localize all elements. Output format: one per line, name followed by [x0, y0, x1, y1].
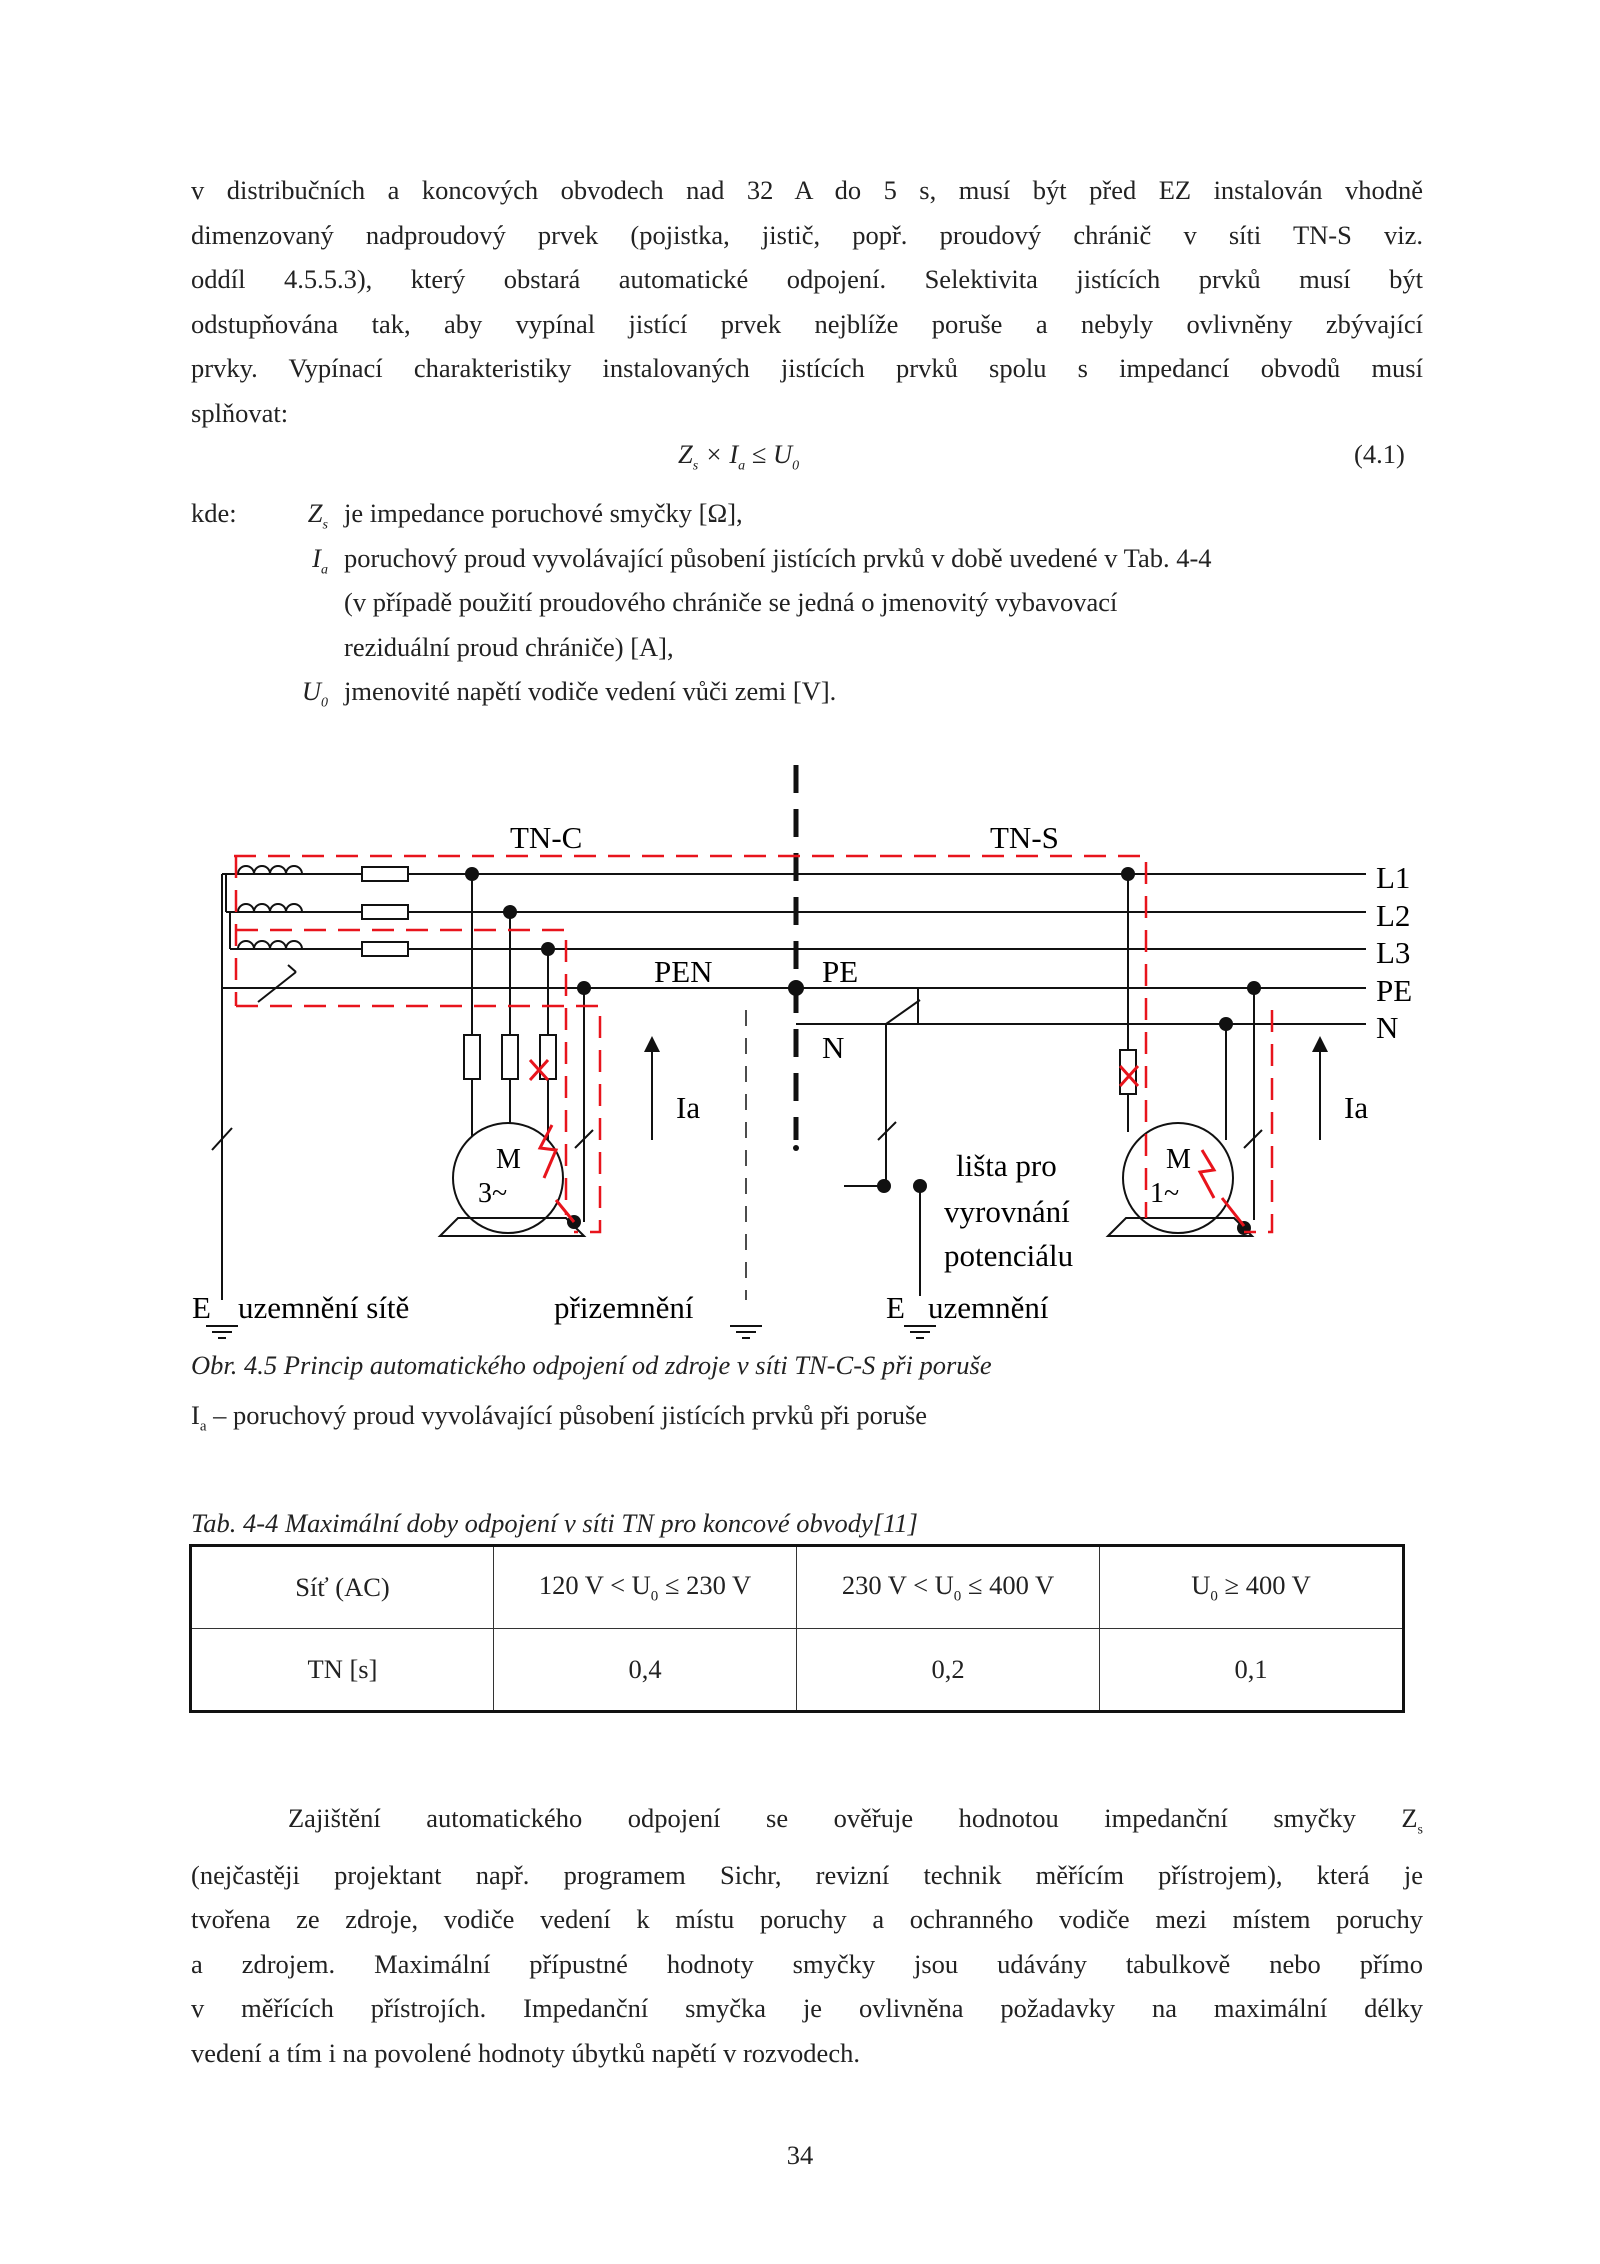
symbol-ia: $I_a$ — [312, 542, 328, 577]
text-line: prvky. Vypínací charakteristiky instalovaných jistících prvků spolu s impedancí obvodů musí — [191, 353, 1423, 383]
fuse-l2 — [362, 905, 408, 919]
label-pe-mid: PE — [822, 954, 859, 989]
text-line: dimenzovaný nadproudový prvek (pojistka, jistič, popř. proudový chránič v síti TN-S viz. — [191, 219, 1423, 250]
ground-left-e: E — [192, 1290, 211, 1325]
label-pen: PEN — [654, 954, 713, 989]
table-cell: 0,4 — [494, 1629, 797, 1712]
fuse-l3 — [362, 942, 408, 956]
formula-expression: $Z_s \times I_a \le U_0$ — [678, 439, 800, 474]
header-cell: 230 $V < U_0 \le 400$ V — [797, 1546, 1100, 1629]
ground-symbols — [206, 1326, 936, 1338]
ground-left-label: uzemnění sítě — [238, 1290, 410, 1325]
motor1-type-label: 1~ — [1150, 1178, 1180, 1209]
text-line: splňovat: — [191, 397, 289, 428]
motor3-m-label: M — [496, 1144, 521, 1175]
table-row — [191, 1629, 1404, 1712]
definition-text: jmenovité napětí vodiče vedení vůči zemi [V]. — [344, 676, 837, 706]
label-l3: L3 — [1376, 935, 1411, 970]
label-n: N — [1376, 1010, 1399, 1045]
symbol-u0: $U_0$ — [301, 676, 328, 711]
ground-mid-label: přizemnění — [554, 1290, 694, 1325]
ia-left-label: Ia — [676, 1090, 701, 1125]
coil-l3 — [238, 941, 302, 949]
text-line: tvořena ze zdroje, vodiče vedení k místu poruchy a ochranného vodiče mezi místem poruchy — [191, 1904, 1423, 1935]
page-number: 34 — [786, 2140, 814, 2170]
ia-arrows — [652, 1044, 1320, 1140]
table-header-row — [191, 1546, 1404, 1629]
motor-1-phase — [1108, 1123, 1252, 1236]
symbol-zs: $Z_s$ — [307, 498, 328, 533]
label-tn-c: TN-C — [510, 820, 583, 855]
bar-label-1: lišta pro — [956, 1148, 1057, 1183]
definition-text: reziduální proud chrániče) [A], — [344, 631, 674, 662]
motor3-fuse-2 — [502, 1035, 518, 1079]
text-line: oddíl 4.5.5.3), který obstará automatické odpojení. Selektivita jistících prvků musí být — [191, 264, 1423, 294]
disconnect-times-table — [189, 1544, 1405, 1713]
figure-note — [191, 1400, 927, 1435]
text-line: odstupňována tak, aby vypínal jistící prvek nejblíže poruše a nebyly ovlivněny zbývající — [191, 308, 1423, 339]
definition-text: (v případě použití proudového chrániče se jedná o jmenovitý vybavovací — [344, 587, 1118, 617]
kde-label: kde: — [191, 498, 237, 528]
text-line: a zdrojem. Maximální přípustné hodnoty smyčky jsou udávány tabulkově nebo přímo — [191, 1948, 1423, 1979]
table-cell: 0,1 — [1100, 1629, 1404, 1712]
label-pe: PE — [1376, 973, 1413, 1008]
table-cell: 0,2 — [797, 1629, 1100, 1712]
motor1-m-label: M — [1166, 1144, 1191, 1175]
text-line: (nejčastěji projektant např. programem Sichr, revizní technik měřícím přístrojem), která je — [191, 1859, 1423, 1890]
tn-s-conductors — [844, 874, 1262, 1296]
table-caption: Tab. 4-4 Maximální doby odpojení v síti TN pro koncové obvody[11] — [191, 1508, 918, 1538]
header-cell: $U_0 \ge 400$ V — [1100, 1546, 1404, 1629]
coil-l2 — [238, 904, 302, 912]
closing-paragraph — [191, 1796, 1423, 2075]
motor3-fuse-1 — [464, 1035, 480, 1079]
text-line: v distribučních a koncových obvodech nad 32 A do 5 s, musí být před EZ instalován vhodně — [191, 175, 1423, 205]
text-line: Zajištění automatického odpojení se ověřuje hodnotou impedanční smyčky $Z_s$ — [288, 1803, 1423, 1838]
figure-caption: Obr. 4.5 Princip automatického odpojení od zdroje v síti TN-C-S při poruše — [191, 1350, 992, 1380]
label-l2: L2 — [1376, 898, 1411, 933]
ground-right-label: uzemnění — [928, 1290, 1049, 1325]
motor3-type-label: 3~ — [478, 1178, 508, 1209]
bar-label-2: vyrovnání — [944, 1194, 1070, 1229]
definition-text: je impedance poruchové smyčky [Ω], — [344, 498, 743, 528]
note-symbol: I — [191, 1400, 200, 1430]
coil-l1 — [238, 866, 302, 874]
label-l1: L1 — [1376, 860, 1411, 895]
equation-number: (4.1) — [1354, 439, 1405, 469]
bar-label-3: potenciálu — [944, 1238, 1074, 1273]
text-line: vedení a tím i na povolené hodnoty úbytků napětí v rozvodech. — [191, 2037, 860, 2068]
ia-right-label: Ia — [1344, 1090, 1369, 1125]
text-line: v měřících přístrojích. Impedanční smyčka je ovlivněna požadavky na maximální délky — [191, 1993, 1423, 2024]
ground-right-e: E — [886, 1290, 905, 1325]
label-n-mid: N — [822, 1030, 845, 1065]
definition-text: poruchový proud vyvolávající působení jistících prvků v době uvedené v Tab. 4-4 — [344, 542, 1212, 573]
note-text: – poruchový proud vyvolávající působení jistících prvků při poruše — [206, 1400, 928, 1430]
fuse-l1 — [362, 867, 408, 881]
label-tn-s: TN-S — [990, 820, 1059, 855]
table-cell: TN [s] — [191, 1629, 494, 1712]
header-cell: 120 $V < U_0 \le 230$ V — [494, 1546, 797, 1629]
header-cell: Síť (AC) — [191, 1546, 494, 1629]
motor-3-phase — [440, 1123, 584, 1236]
note-sub: a — [199, 1418, 207, 1435]
